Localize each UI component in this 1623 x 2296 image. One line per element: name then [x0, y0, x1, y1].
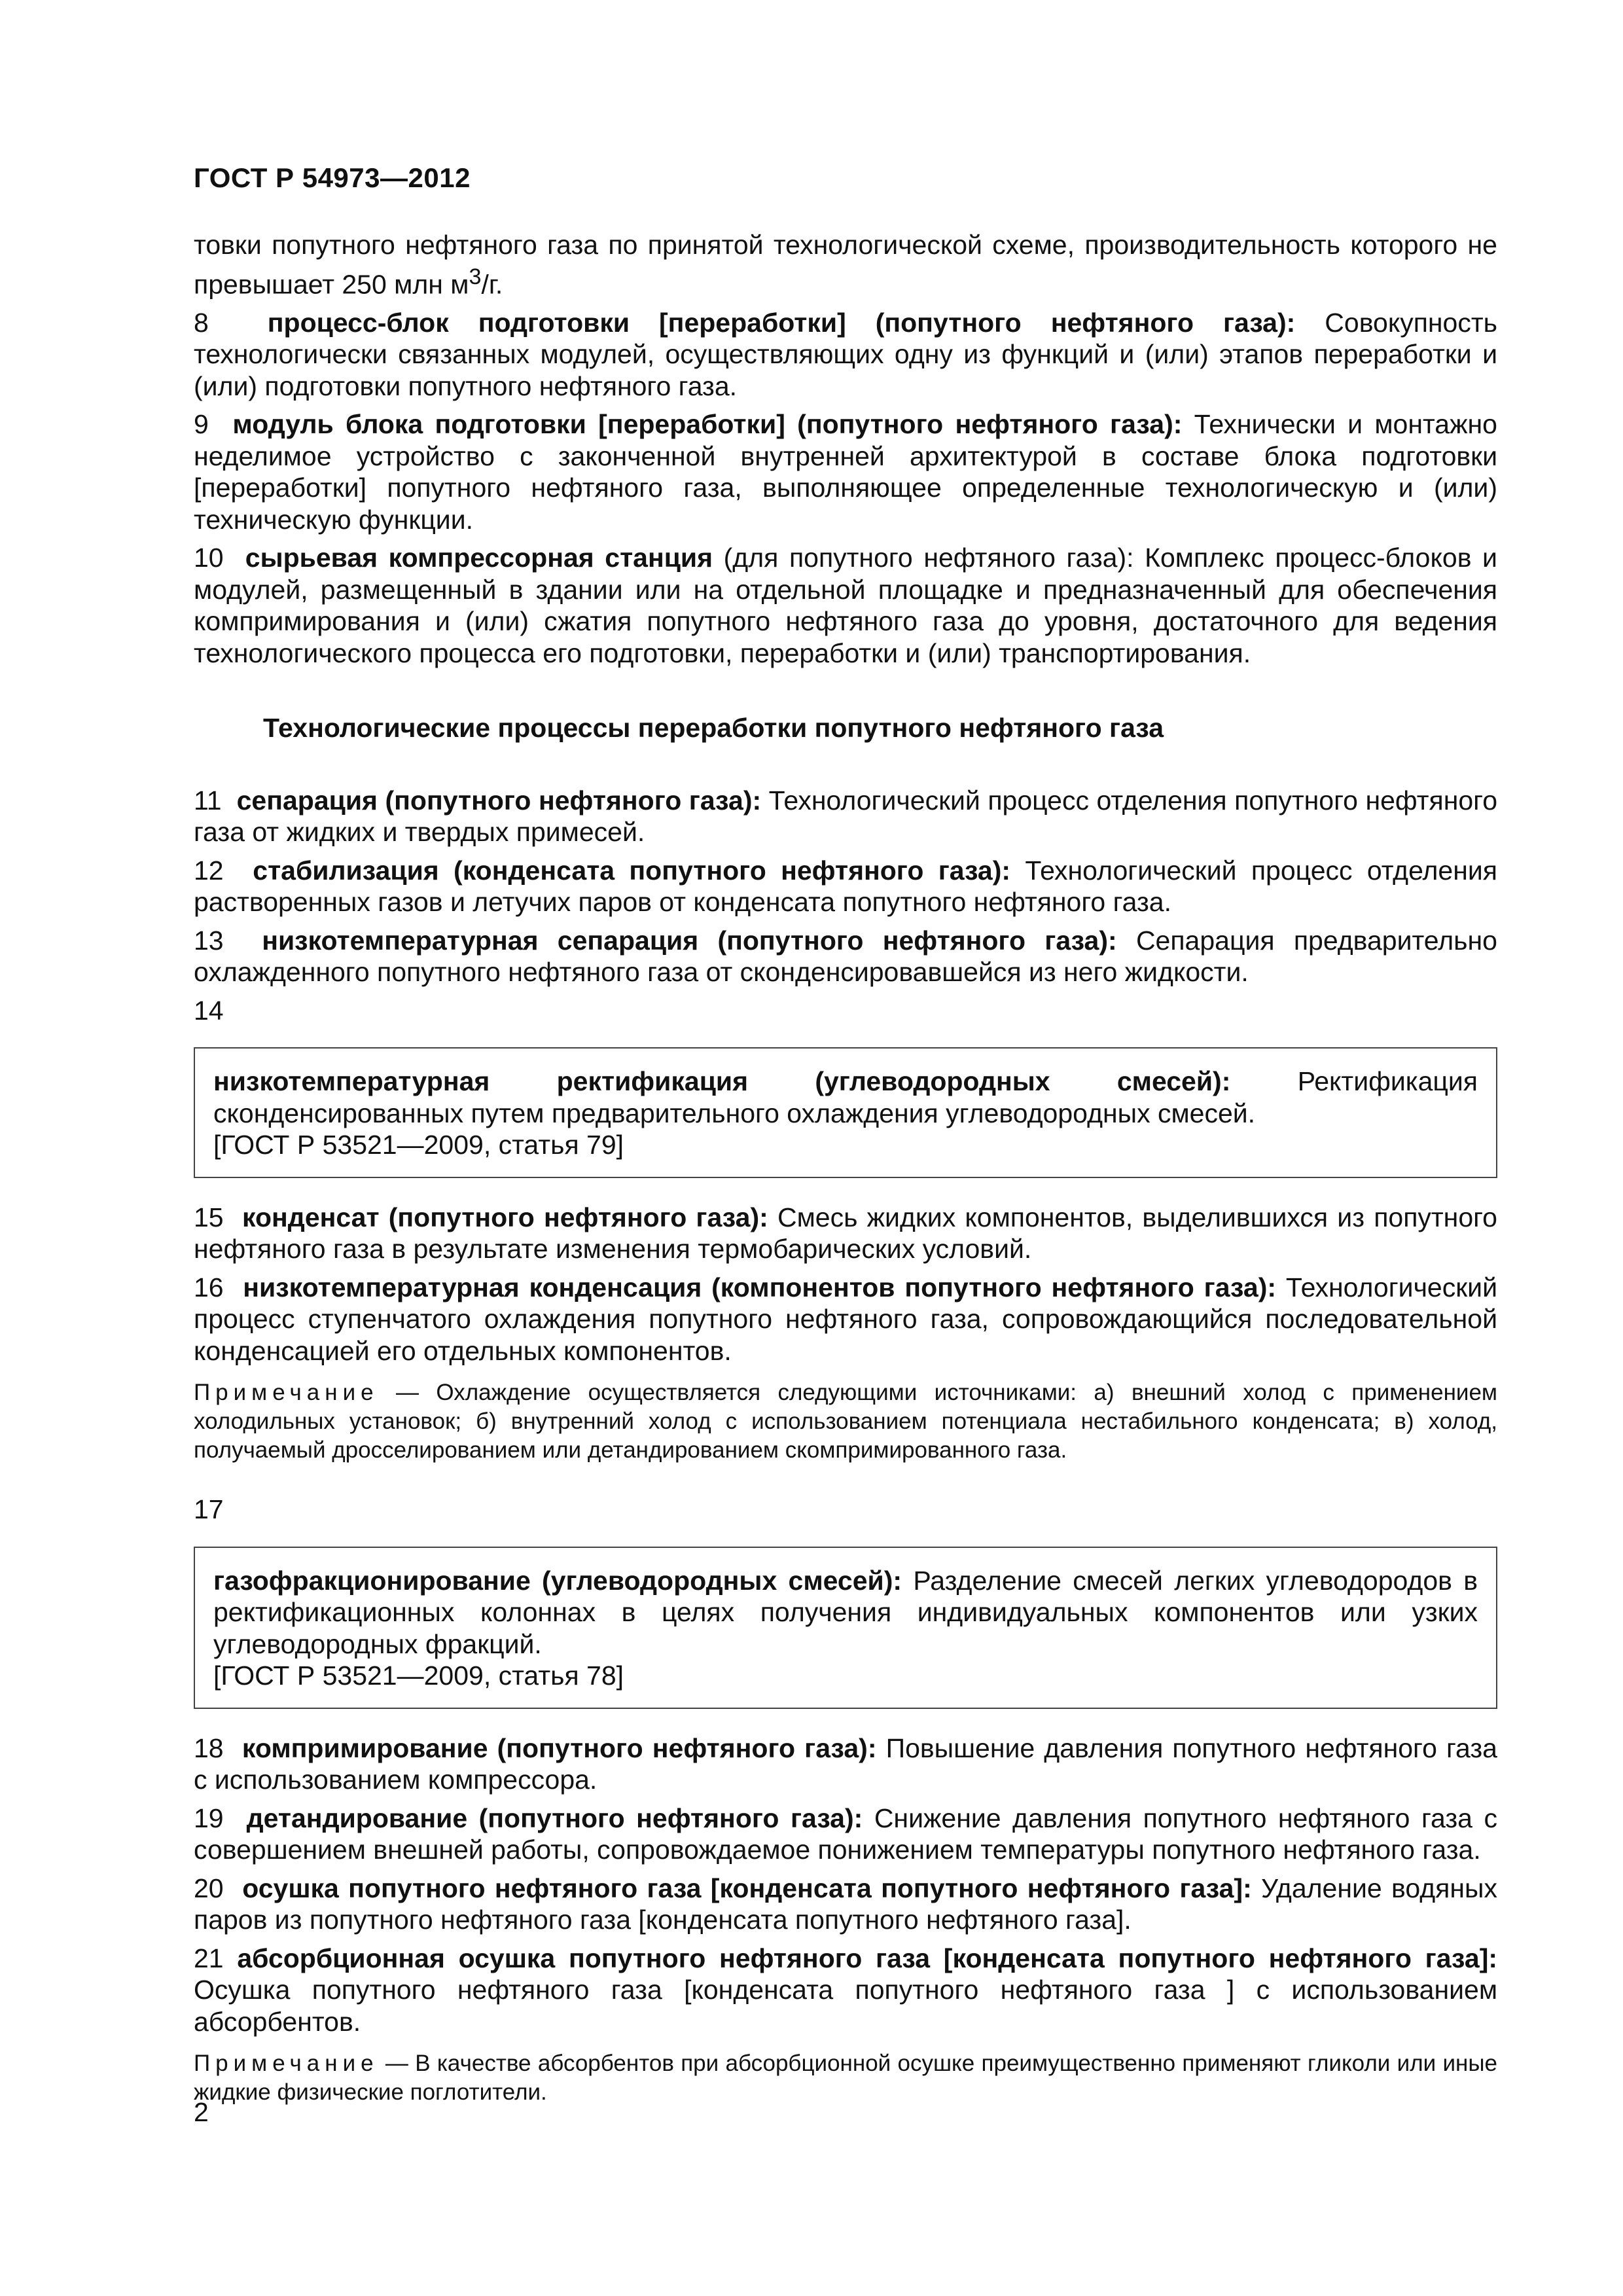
- term-10: 10 сырьевая компрессорная станция (для попутного нефтяного газа): Комплекс процесс-блоков и модулей, размещенный в здании или на отдельной площадке и предназначенный для обеспечения компримирования и (или) сжатия попутного нефтяного газа до уровня, достаточного для ведения технологического процесса его подготовки, переработки и (или) транспортирования.: [194, 543, 1497, 668]
- term-9: 9 модуль блока подготовки [переработки] (попутного нефтяного газа): Технически и монтажно неделимое устройство с законченной внутренней архитектурой в составе блока подготовки [переработки] попутного нефтяного газа, выполняющее определенные технологическую и (или) техническую функции.: [194, 409, 1497, 535]
- note-2: Примечание — В качестве абсорбентов при абсорбционной осушке преимущественно применяют гликоли или иные жидкие физические поглотители.: [194, 2051, 1497, 2106]
- term-17-box: [194, 1547, 1497, 1709]
- term-17-number: 17: [194, 1494, 224, 1525]
- term-19: 19 детандирование (попутного нефтяного газа): Снижение давления попутного нефтяного газа с совершением внешней работы, сопровождаемое понижением температуры попутного нефтяного газа.: [194, 1803, 1497, 1865]
- note-1-lead: Примечание: [194, 1380, 379, 1406]
- section-title: Технологические процессы переработки попутного нефтяного газа: [263, 713, 1164, 744]
- term-21: 21 абсорбционная осушка попутного нефтяного газа [конденсата попутного нефтяного газа]: Осушка попутного нефтяного газа [конденсата попутного нефтяного газа ] с использованием абсорбентов.: [194, 1943, 1497, 2037]
- term-17-name: газофракционирование (углеводородных смесей):: [213, 1565, 902, 1596]
- term-20: 20 осушка попутного нефтяного газа [конденсата попутного нефтяного газа]: Удаление водяных паров из попутного нефтяного газа [конденсата попутного нефтяного газа].: [194, 1873, 1497, 1935]
- term-15-name: конденсат (попутного нефтяного газа):: [242, 1202, 768, 1232]
- term-13-name: низкотемпературная сепарация (попутного нефтяного газа):: [262, 925, 1117, 956]
- term-20-name: осушка попутного нефтяного газа [конденсата попутного нефтяного газа]:: [242, 1873, 1252, 1903]
- term-19-name: детандирование (попутного нефтяного газа):: [246, 1803, 863, 1833]
- term-16: 16 низкотемпературная конденсация (компонентов попутного нефтяного газа): Технологический процесс ступенчатого охлаждения попутного нефтяного газа, сопровождающийся последовательной конденсацией его отдельных компонентов.: [194, 1272, 1497, 1366]
- term-8-name: процесс-блок подготовки [переработки] (попутного нефтяного газа):: [267, 307, 1296, 338]
- term-11: 11 сепарация (попутного нефтяного газа): Технологический процесс отделения попутного нефтяного газа от жидких и твердых примесей.: [194, 785, 1497, 848]
- term-8: 8 процесс-блок подготовки [переработки] (попутного нефтяного газа): Совокупность технологически связанных модулей, осуществляющих одну из функций и (или) этапов переработки и (или) подготовки попутного нефтяного газа.: [194, 307, 1497, 401]
- term-15: 15 конденсат (попутного нефтяного газа): Смесь жидких компонентов, выделившихся из попутного нефтяного газа в результате изменения термобарических условий.: [194, 1202, 1497, 1265]
- term-12-name: стабилизация (конденсата попутного нефтяного газа):: [253, 855, 1011, 886]
- document-body: [194, 229, 1497, 2136]
- note-1: Примечание — Охлаждение осуществляется следующими источниками: а) внешний холод с применением холодильных установок; б) внутренний холод с использованием потенциала нестабильного конденсата; в) холод, получаемый дросселированием или детандированием скомпримированного газа.: [194, 1380, 1497, 1463]
- term-14-name: низкотемпературная ректификация (углеводородных смесей):: [213, 1066, 1231, 1097]
- document-header: ГОСТ Р 54973—2012: [194, 162, 471, 193]
- term-11-name: сепарация (попутного нефтяного газа):: [236, 785, 762, 816]
- term-14: низкотемпературная ректификация (углеводородных смесей): Ректификация сконденсированных путем предварительного охлаждения углеводородных смесей.: [213, 1066, 1478, 1128]
- term-21-name: абсорбционная осушка попутного нефтяного газа [конденсата попутного нефтяного газа]:: [237, 1943, 1497, 1973]
- note-2-lead: Примечание: [194, 2051, 379, 2077]
- term-10-name: сырьевая компрессорная станция: [245, 543, 713, 573]
- term-9-name: модуль блока подготовки [переработки] (попутного нефтяного газа):: [232, 409, 1183, 440]
- term-17-reference: [ГОСТ Р 53521—2009, статья 78]: [213, 1660, 624, 1691]
- intro-paragraph: товки попутного нефтяного газа по принятой технологической схеме, производительность которого не превышает 250 млн $м^3/г$.: [194, 230, 1497, 300]
- term-12: 12 стабилизация (конденсата попутного нефтяного газа): Технологический процесс отделения растворенных газов и летучих паров от конденсата попутного нефтяного газа.: [194, 855, 1497, 918]
- page-number: 2: [194, 2097, 209, 2127]
- term-18-name: компримирование (попутного нефтяного газа):: [241, 1732, 877, 1763]
- term-18: 18 компримирование (попутного нефтяного газа): Повышение давления попутного нефтяного газа с использованием компрессора.: [194, 1732, 1497, 1795]
- term-14-number: 14: [194, 995, 224, 1026]
- term-16-name: низкотемпературная конденсация (компонентов попутного нефтяного газа):: [243, 1272, 1276, 1302]
- term-14-box: [194, 1047, 1497, 1178]
- superscript: 3: [469, 264, 482, 289]
- term-14-reference: [ГОСТ Р 53521—2009, статья 79]: [213, 1130, 624, 1160]
- term-17: газофракционирование (углеводородных смесей): Разделение смесей легких углеводородов в ректификационных колоннах в целях получения индивидуальных компонентов или узких углеводородных фракций.: [213, 1565, 1478, 1659]
- term-13: 13 низкотемпературная сепарация (попутного нефтяного газа): Сепарация предварительно охлажденного попутного нефтяного газа от сконденсировавшейся из него жидкости.: [194, 925, 1497, 988]
